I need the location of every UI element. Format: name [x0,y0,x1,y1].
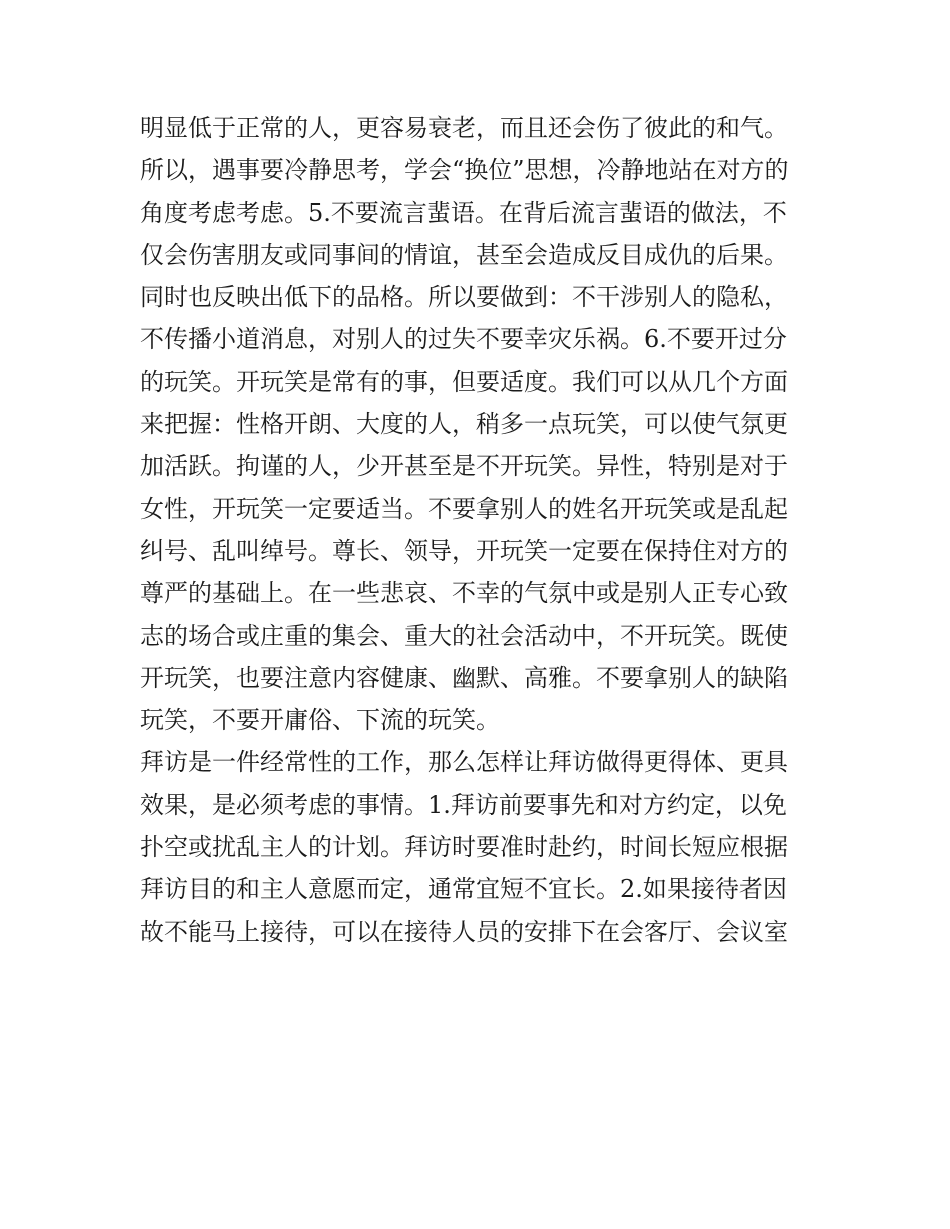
text-line: 纠号、乱叫绰号。尊长、领导，开玩笑一定要在保持住对方的 [140,536,788,565]
text-line: 志的场合或庄重的集会、重大的社会活动中，不开玩笑。既使 [140,621,788,650]
text-line: 明显低于正常的人，更容易衰老，而且还会伤了彼此的和气。 [140,114,788,142]
text-line: 故不能马上接待，可以在接待人员的安排下在会客厅、会议室 [140,917,788,946]
text-line: 女性，开玩笑一定要适当。不要拿别人的姓名开玩笑或是乱起 [140,494,788,523]
text-line: 尊严的基础上。在一些悲哀、不幸的气氛中或是别人正专心致 [140,579,788,608]
text-line: 拜访目的和主人意愿而定，通常宜短不宜长。2.如果接待者因 [140,875,787,904]
body-text [140,107,820,953]
text-line: 拜访是一件经常性的工作，那么怎样让拜访做得更得体、更具 [140,748,788,777]
text-line: 不传播小道消息，对别人的过失不要幸灾乐祸。6.不要开过分 [140,325,787,354]
text-line: 开玩笑，也要注意内容健康、幽默、高雅。不要拿别人的缺陷 [140,663,788,692]
text-line: 角度考虑考虑。5.不要流言蜚语。在背后流言蜚语的做法，不 [140,198,787,227]
text-line: 来把握：性格开朗、大度的人，稍多一点玩笑，可以使气氛更 [140,410,788,439]
text-line: 的玩笑。开玩笑是常有的事，但要适度。我们可以从几个方面 [140,367,788,396]
text-line: 同时也反映出低下的品格。所以要做到：不干涉别人的隐私， [140,283,788,312]
text-line: 所以，遇事要冷静思考，学会“换位”思想，冷静地站在对方的 [140,156,789,185]
text-line: 扑空或扰乱主人的计划。拜访时要准时赴约，时间长短应根据 [140,833,788,862]
text-line: 仅会伤害朋友或同事间的情谊，甚至会造成反目成仇的后果。 [140,240,788,269]
text-line: 效果，是必须考虑的事情。1.拜访前要事先和对方约定，以免 [140,790,787,819]
text-line: 加活跃。拘谨的人，少开甚至是不开玩笑。异性，特别是对于 [140,452,788,481]
text-line: 玩笑，不要开庸俗、下流的玩笑。 [140,706,500,735]
